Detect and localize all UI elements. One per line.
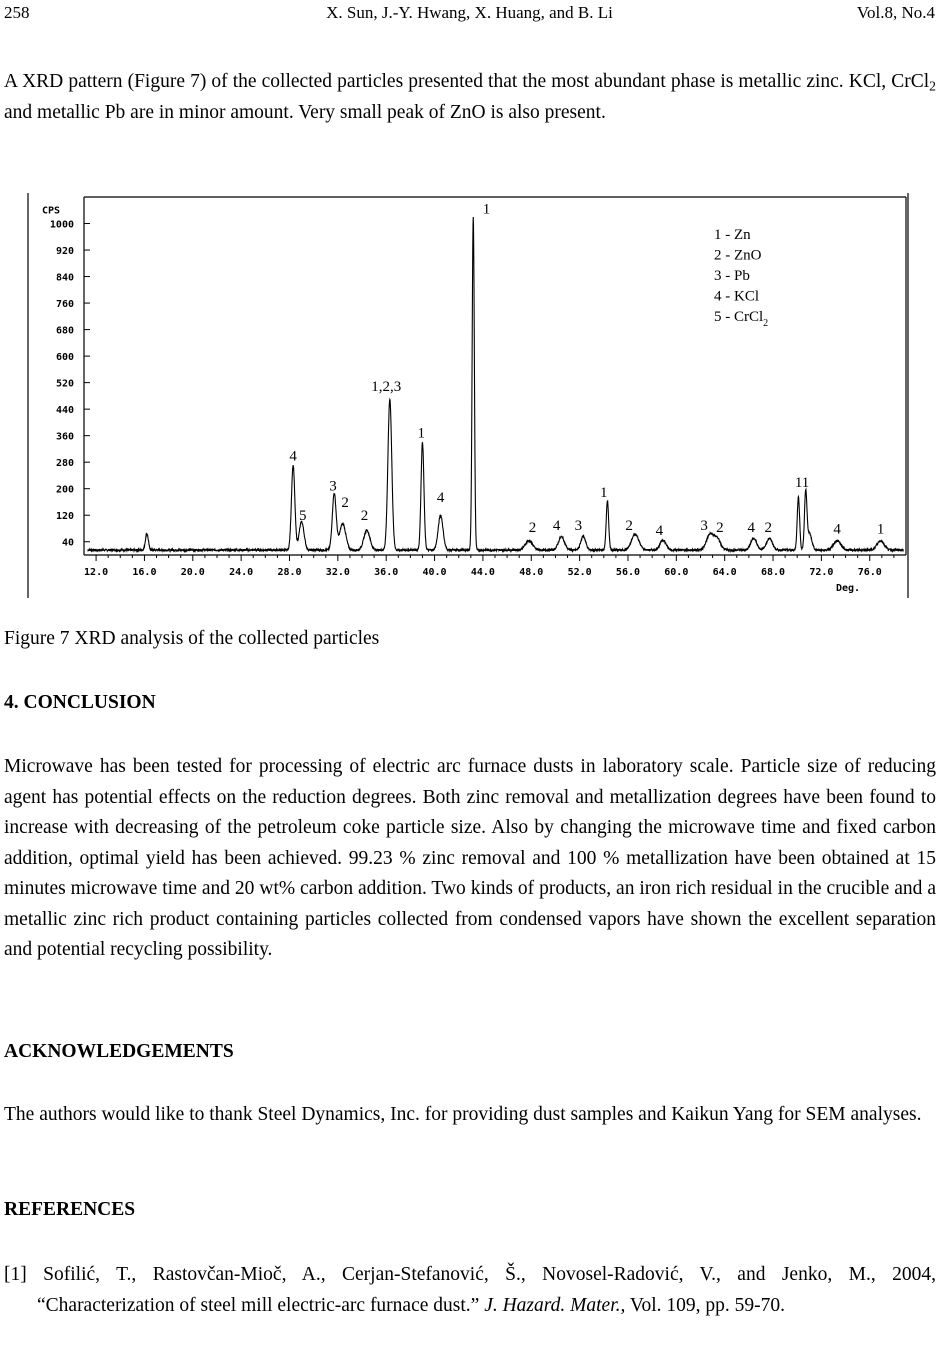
xrd-chart (26, 193, 910, 598)
y-tick-label: 760 (55, 299, 74, 311)
acknowledgements-paragraph: The authors would like to thank Steel Dynamics, Inc. for providing dust samples and Kaikun Yang for SEM analyses. (4, 1104, 922, 1125)
peak-label: 1 (482, 201, 491, 218)
y-tick-label: 1000 (49, 219, 74, 231)
x-tick-label: 52.0 (567, 567, 592, 578)
x-tick-label: 56.0 (615, 567, 641, 578)
peak-label: 2 (716, 519, 724, 536)
y-axis-label: CPS (42, 205, 61, 217)
x-tick-label: 64.0 (712, 567, 737, 578)
conclusion-paragraph: Microwave has been tested for processing of electric arc furnace dusts in laboratory scale. Particle size of reducing agent has potential effects on the reduction degrees. Both zinc removal and metallization degrees have been found to increase with decreasing of the petroleum coke particle size. Also by changing the microwave time and fixed carbon addition, optimal yield has been achieved. 99.23 % zinc removal and 100 % metallization have been obtained at 15 minutes microwave time and 20 wt% carbon addition. Two kinds of products, an iron rich residual in the crucible and a metallic zinc rich product containing particles collected from condensed vapors have shown the excellent separation and potential recycling possibility. (4, 756, 936, 960)
legend-entry: 4 - KCl (714, 288, 759, 305)
peak-label: 4 (436, 489, 445, 506)
y-tick-label: 200 (55, 484, 74, 496)
reference-text: [1] Sofilić, T., Rastovčan-Mioč, A., Cerjan-Stefanović, Š., Novosel-Radović, V., and Jenko, M., 2004, “Characterization of steel mill electric-arc furnace dust.” (4, 1264, 936, 1316)
volume-issue: Vol.8, No.4 (856, 3, 935, 22)
x-axis (84, 555, 894, 578)
acknowledgements-heading: ACKNOWLEDGEMENTS (4, 1041, 234, 1062)
peak-label: 1 (600, 484, 608, 501)
x-tick-label: 60.0 (664, 567, 689, 578)
peak-label: 2 (625, 518, 633, 535)
xrd-trace (88, 217, 904, 551)
y-tick-label: 440 (55, 405, 74, 417)
peak-label: 11 (794, 475, 810, 492)
peak-label: 1 (417, 425, 426, 442)
figure-caption: Figure 7 XRD analysis of the collected particles (4, 628, 380, 649)
peak-label: 3 (700, 518, 708, 535)
peak-label: 3 (574, 518, 583, 535)
chart-legend (714, 227, 768, 329)
conclusion-heading: 4. CONCLUSION (4, 692, 156, 713)
x-tick-label: 28.0 (277, 567, 302, 578)
page-number: 258 (4, 3, 30, 22)
y-tick-label: 120 (55, 511, 74, 523)
x-tick-label: 20.0 (180, 567, 205, 578)
y-tick-label: 280 (55, 458, 74, 470)
legend-entry: 5 - CrCl$_2$ (714, 309, 769, 329)
y-tick-label: 600 (55, 352, 74, 364)
peak-label: 4 (655, 523, 664, 540)
intro-text-part1: A XRD pattern (Figure 7) of the collected particles presented that the most abundant phase is metallic zinc. KCl, CrCl (4, 71, 930, 92)
peak-label: 3 (329, 478, 337, 495)
x-tick-label: 72.0 (809, 567, 834, 578)
peak-label: 4 (833, 521, 841, 538)
x-tick-label: 24.0 (229, 567, 254, 578)
peak-label: 1,2,3 (371, 378, 402, 395)
legend-entry: 3 - Pb (714, 268, 750, 284)
x-tick-label: 16.0 (132, 567, 157, 578)
legend-entry: 1 - Zn (714, 227, 751, 243)
reference-item (4, 1260, 936, 1321)
page-header (4, 0, 935, 26)
peak-label: 2 (764, 519, 772, 536)
x-tick-label: 44.0 (470, 567, 495, 578)
legend-subscript: 2 (763, 318, 769, 329)
intro-paragraph (4, 67, 936, 128)
reference-journal: J. Hazard. Mater., (484, 1294, 626, 1316)
x-tick-label: 68.0 (760, 567, 786, 578)
peak-label: 4 (552, 518, 561, 535)
peak-label: 4 (747, 519, 756, 536)
x-tick-label: 12.0 (84, 567, 109, 578)
peak-labels (289, 202, 884, 540)
x-axis-label: Deg. (836, 583, 861, 594)
y-tick-label: 40 (61, 537, 74, 549)
peak-label: 2 (360, 508, 369, 525)
x-tick-label: 32.0 (325, 567, 350, 578)
peak-label: 2 (341, 494, 349, 511)
chart-frame (28, 193, 908, 598)
reference-text-end: Vol. 109, pp. 59-70. (625, 1294, 786, 1316)
intro-subscript: 2 (929, 78, 936, 94)
references-heading: REFERENCES (4, 1199, 136, 1220)
peak-label: 4 (289, 448, 297, 465)
x-tick-label: 40.0 (422, 567, 447, 578)
x-tick-label: 76.0 (857, 567, 882, 578)
x-tick-label: 48.0 (519, 567, 544, 578)
intro-text-part2: and metallic Pb are in minor amount. Very small peak of ZnO is also present. (4, 101, 606, 123)
peak-label: 1 (876, 521, 885, 538)
y-tick-label: 840 (55, 272, 74, 284)
x-tick-label: 36.0 (374, 567, 399, 578)
y-tick-label: 520 (55, 378, 74, 390)
y-tick-label: 680 (55, 325, 74, 337)
peak-label: 2 (528, 519, 537, 536)
y-tick-label: 360 (55, 431, 74, 443)
peak-label: 5 (299, 508, 307, 525)
running-authors: X. Sun, J.-Y. Hwang, X. Huang, and B. Li (326, 3, 613, 22)
legend-entry: 2 - ZnO (714, 247, 762, 264)
y-tick-label: 920 (55, 246, 74, 258)
